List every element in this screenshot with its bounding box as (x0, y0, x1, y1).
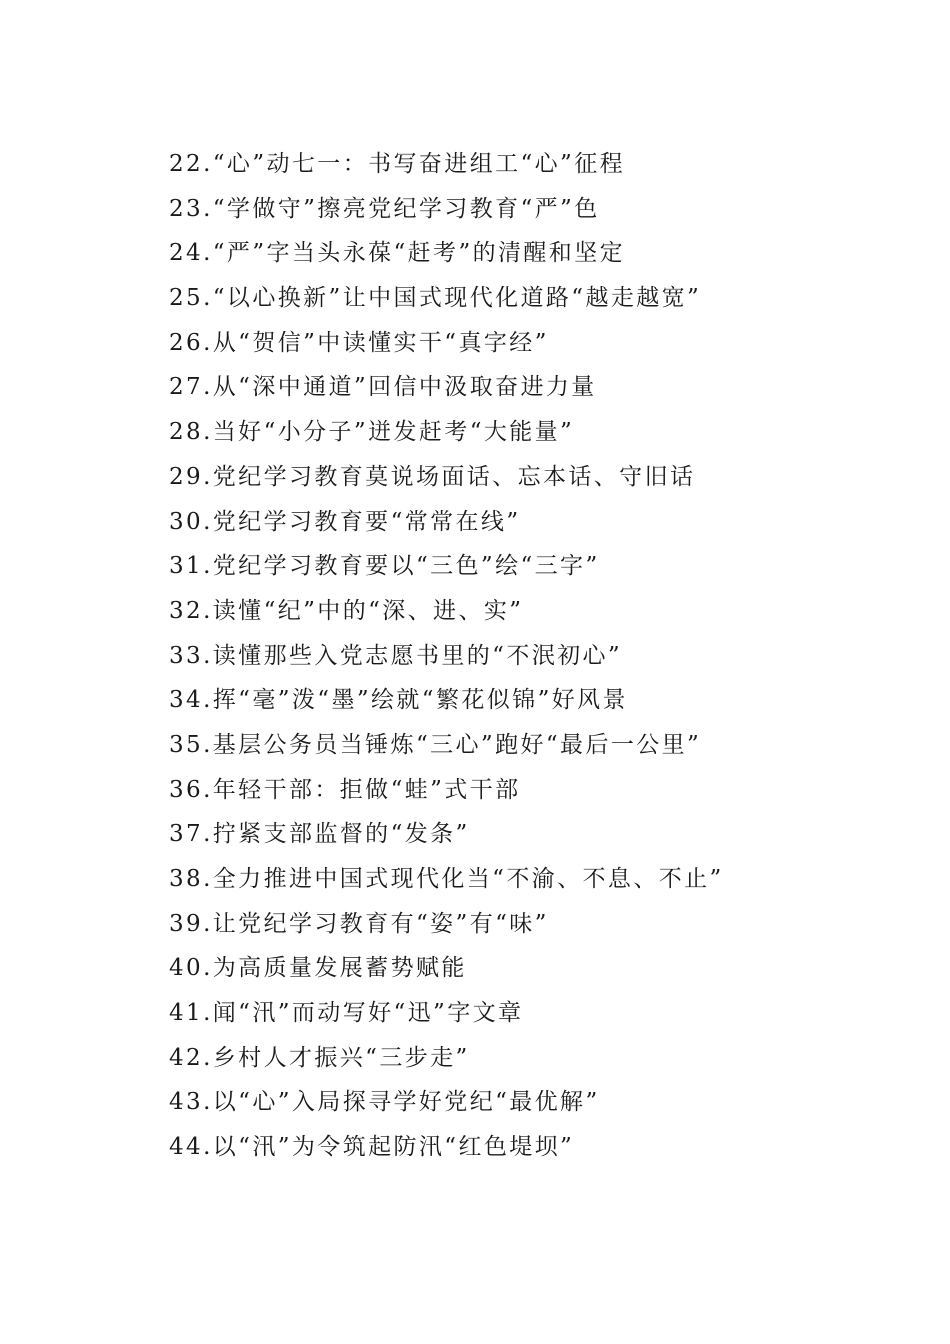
list-item: 28.当好“小分子”迸发赶考“大能量” (169, 419, 575, 446)
list-item: 22.“心”动七一：书写奋进组工“心”征程 (169, 151, 626, 177)
list-item: 39.让党纪学习教育有“姿”有“味” (169, 910, 549, 937)
list-item: 29.党纪学习教育莫说场面话、忘本话、守旧话 (169, 463, 696, 490)
list-item: 37.拧紧支部监督的“发条” (169, 821, 470, 848)
list-item: 26.从“贺信”中读懂实干“真字经” (169, 329, 549, 356)
list-item: 34.挥“毫”泼“墨”绘就“繁花似锦”好风景 (169, 687, 628, 714)
list-item: 38.全力推进中国式现代化当“不渝、不息、不止” (169, 866, 724, 892)
list-item: 31.党纪学习教育要以“三色”绘“三字” (169, 553, 600, 580)
title-list (169, 142, 724, 1170)
list-item: 23.“学做守”擦亮党纪学习教育“严”色 (169, 195, 600, 222)
list-item: 44.以“汛”为令筑起防汛“红色堤坝” (169, 1134, 575, 1161)
list-item: 27.从“深中通道”回信中汲取奋进力量 (169, 374, 597, 401)
list-item: 33.读懂那些入党志愿书里的“不泯初心” (169, 642, 623, 669)
list-item: 25.“以心换新”让中国式现代化道路“越走越宽” (169, 285, 702, 312)
list-item: 43.以“心”入局探寻学好党纪“最优解” (169, 1089, 600, 1116)
list-item: 35.基层公务员当锤炼“三心”跑好“最后一公里” (169, 731, 702, 758)
list-item: 24.“严”字当头永葆“赶考”的清醒和坚定 (169, 240, 626, 267)
list-item: 36.年轻干部：拒做“蛙”式干部 (169, 776, 521, 803)
list-item: 40.为高质量发展蓄势赋能 (169, 955, 467, 982)
list-item: 30.党纪学习教育要“常常在线” (169, 508, 521, 535)
list-item: 41.闻“汛”而动写好“迅”字文章 (169, 1000, 524, 1027)
list-item: 42.乡村人才振兴“三步走” (169, 1044, 470, 1071)
list-item: 32.读懂“纪”中的“深、进、实” (169, 597, 524, 624)
